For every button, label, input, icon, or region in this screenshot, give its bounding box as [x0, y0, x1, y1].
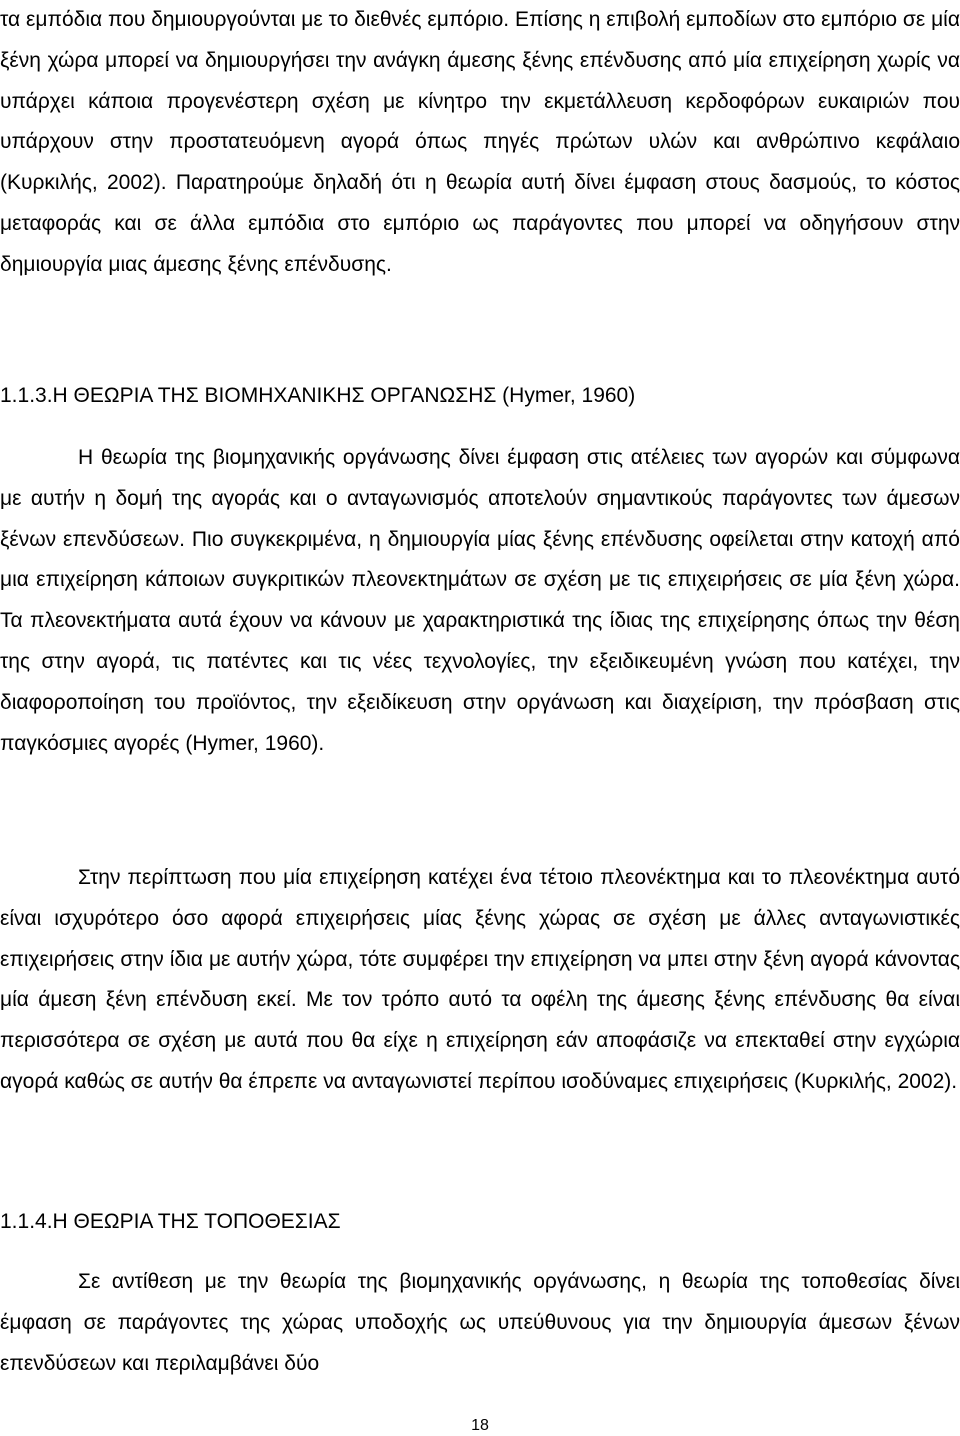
page-number: 18	[471, 1417, 489, 1434]
paragraph-location-theory: Σε αντίθεση με την θεωρία της βιομηχανικής οργάνωσης, η θεωρία της τοποθεσίας δίνει έμφαση σε παράγοντες της χώρας υποδοχής ως υπεύθυνους για την δημιουργία άμεσων ξένων επενδύσεων και περιλαμβάνει δύο	[0, 1270, 960, 1375]
section-heading-industrial-organization: 1.1.3.Η ΘΕΩΡΙΑ ΤΗΣ ΒΙΟΜΗΧΑΝΙΚΗΣ ΟΡΓΑΝΩΣΗΣ (Hymer, 1960)	[0, 384, 636, 407]
paragraph-trade-barriers: τα εμπόδια που δημιουργούνται με το διεθνές εμπόριο. Επίσης η επιβολή εμποδίων στο εμπόριο σε μία ξένη χώρα μπορεί να δημιουργήσει την ανάγκη άμεσης ξένης επένδυσης από μία επιχείρηση χωρίς να υπάρχει κάποια προγενέστερη σχέση με κίνητρο την εκμετάλλευση κερδοφόρων ευκαιριών που υπάρχουν στην προστατευόμενη αγορά όπως πηγές πρώτων υλών και ανθρώπινο κεφάλαιο (Κυρκιλής, 2002). Παρατηρούμε δηλαδή ότι η θεωρία αυτή δίνει έμφαση στους δασμούς, το κόστος μεταφοράς και σε άλλα εμπόδια στο εμπόριο ως παράγοντες που μπορεί να οδηγήσουν στην δημιουργία μιας άμεσης ξένης επένδυσης.	[0, 8, 960, 276]
paragraph-competitive-advantage: Στην περίπτωση που μία επιχείρηση κατέχει ένα τέτοιο πλεονέκτημα και το πλεονέκτημα αυτό είναι ισχυρότερο όσο αφορά επιχειρήσεις μίας ξένης χώρας σε σχέση με άλλες ανταγωνιστικές επιχειρήσεις στην ίδια με αυτήν χώρα, τότε συμφέρει την επιχείρηση να μπει στην ξένη αγορά κάνοντας μία άμεση ξένη επένδυση εκεί. Με τον τρόπο αυτό τα οφέλη της άμεσης ξένης επένδυσης θα είναι περισσότερα σε σχέση με αυτά που θα είχε η επιχείρηση εάν αποφάσιζε να επεκταθεί στην εγχώρια αγορά καθώς σε αυτήν θα έπρεπε να ανταγωνιστεί περίπου ισοδύναμες επιχειρήσεις (Κυρκιλής, 2002).	[0, 866, 960, 1093]
section-heading-location-theory: 1.1.4.Η ΘΕΩΡΙΑ ΤΗΣ ΤΟΠΟΘΕΣΙΑΣ	[0, 1210, 341, 1233]
paragraph-industrial-organization: Η θεωρία της βιομηχανικής οργάνωσης δίνει έμφαση στις ατέλειες των αγορών και σύμφωνα με αυτήν η δομή της αγοράς και ο ανταγωνισμός αποτελούν σημαντικούς παράγοντες των άμεσων ξένων επενδύσεων. Πιο συγκεκριμένα, η δημιουργία μίας ξένης επένδυσης οφείλεται στην κατοχή από μια επιχείρηση κάποιων συγκριτικών πλεονεκτημάτων σε σχέση με τις επιχειρήσεις σε μία ξένη χώρα. Τα πλεονεκτήματα αυτά έχουν να κάνουν με χαρακτηριστικά της ίδιας της επιχείρησης όπως την θέση της στην αγορά, τις πατέντες και τις νέες τεχνολογίες, την εξειδικευμένη γνώση που κατέχει, την διαφοροποίηση του προϊόντος, την εξειδίκευση στην οργάνωση και διαχείριση, την πρόσβαση στις παγκόσμιες αγορές (Hymer, 1960).	[0, 446, 960, 755]
